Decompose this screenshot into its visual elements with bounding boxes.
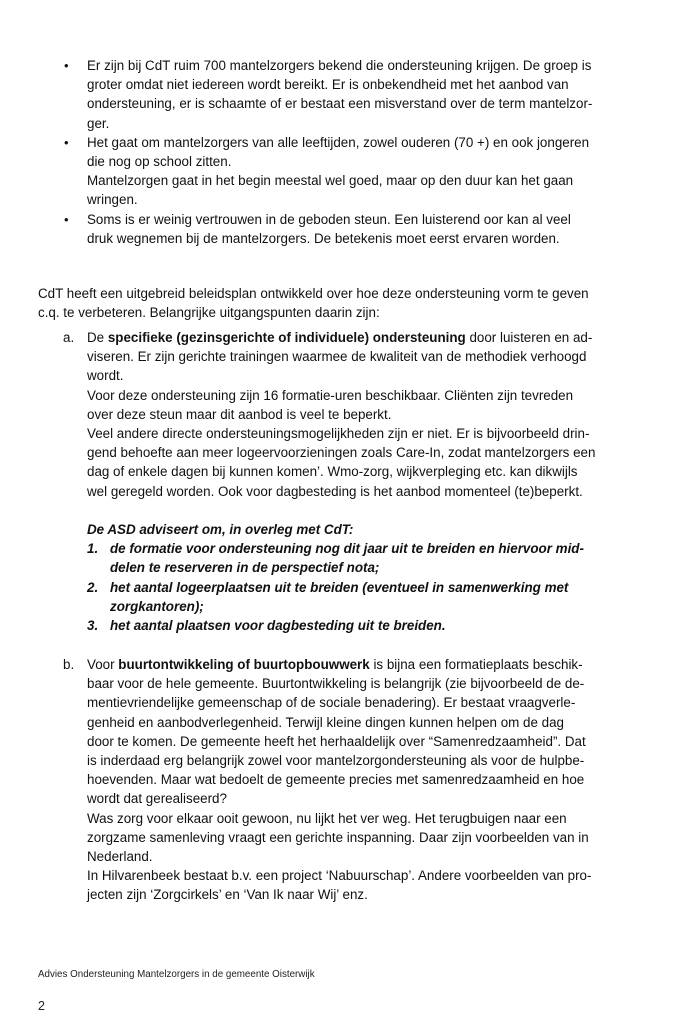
advice-number: 3. [87,618,99,634]
text-line: Was zorg voor elkaar ooit gewoon, nu lijkt het ver weg. Het terugbuigen naar een [87,810,567,826]
text-line: groter omdat niet iedereen wordt bereikt. Er is onbekendheid met het aanbod van [87,77,569,93]
list-item-b [63,655,663,905]
text-line: In Hilvarenbeek bestaat b.v. een project ‘Nabuurschap’. Andere voorbeelden van pro- [87,868,592,884]
text-line: Nederland. [87,849,153,865]
text-line: delen te reserveren in de perspectief nota; [110,560,380,576]
advice-item [87,616,657,635]
text-line: is inderdaad erg belangrijk zowel voor mantelzorgondersteuning als voor de hulpbe- [87,753,585,769]
text-line: Veel andere directe ondersteuningsmogelijkheden zijn er niet. Er is bijvoorbeeld drin- [87,426,590,442]
text-line: zorgzame samenleving vraagt een gerichte inspanning. Daar zijn voorbeelden van in [87,829,589,845]
bullet-item [63,210,663,248]
text-line [87,328,663,347]
bullet-marker: • [64,58,69,73]
text-line: jecten zijn ‘Zorgcirkels’ en ‘Van Ik naar Wij’ enz. [87,887,368,903]
text-line: wordt dat gerealiseerd? [87,791,227,807]
list-item-a [63,328,663,501]
bullet-list [63,56,663,248]
bullet-item [63,56,663,133]
text-line: CdT heeft een uitgebreid beleidsplan ontwikkeld over hoe deze ondersteuning vorm te geven [38,286,589,301]
text-line: baar voor de hele gemeente. Buurtontwikkeling is belangrijk (zie bijvoorbeeld de de- [87,676,585,692]
page-number: 2 [38,999,45,1013]
text-line: Mantelzorgen gaat in het begin meestal wel goed, maar op den duur kan het gaan [87,173,574,189]
bullet-item [63,133,663,210]
text-line: Voor deze ondersteuning zijn 16 formatie-uren beschikbaar. Cliënten zijn tevreden [87,387,574,403]
text-fragment: De [87,330,108,345]
text-fragment: Voor [87,657,119,672]
text-line: het aantal logeerplaatsen uit te breiden (eventueel in samenwerking met [110,579,569,595]
text-line: mentievriendelijke gemeenschap of de sociale benadering). Er bestaat vraagverle- [87,695,576,711]
page-footer: Advies Ondersteuning Mantelzorgers in de gemeente Oisterwijk [38,969,315,980]
text-line: ondersteuning, er is schaamte of er bestaat een misverstand over de term mantelzor- [87,96,593,112]
text-line: c.q. te verbeteren. Belangrijke uitgangspunten daarin zijn: [38,305,380,321]
advice-number: 1. [87,541,99,557]
text-line: die nog op school zitten. [87,154,232,170]
text-line: Het gaat om mantelzorgers van alle leeftijden, zowel ouderen (70 +) en ook jongeren [87,134,590,150]
advice-number: 2. [87,579,99,595]
bullet-marker: • [64,211,69,227]
bullet-marker: • [64,134,69,150]
text-line: dag of enkele dagen bij kunnen komen’. Wmo-zorg, wijkverpleging etc. kan dikwijls [87,464,578,480]
text-line: wringen. [87,192,138,208]
text-line: hoevenden. Maar wat bedoelt de gemeente precies met samenredzaamheid en hoe [87,772,585,788]
advice-item [87,539,657,577]
advice-block [87,520,657,635]
list-marker: b. [63,657,75,672]
text-line: zorgkantoren); [110,598,204,614]
text-line: door te komen. De gemeente heeft het herhaaldelijk over “Samenredzaamheid”. Dat [87,733,586,749]
text-line: viseren. Er zijn gerichte trainingen waarmee de kwaliteit van de methodiek verhoogd [87,349,587,365]
advice-heading: De ASD adviseert om, in overleg met CdT: [87,522,354,537]
text-line: Soms is er weinig vertrouwen in de geboden steun. Een luisterend oor kan al veel [87,211,571,227]
text-line: druk wegnemen bij de mantelzorgers. De betekenis moet eerst ervaren worden. [87,230,560,246]
text-line: Er zijn bij CdT ruim 700 mantelzorgers bekend die ondersteuning krijgen. De groep is [87,58,592,73]
text-line: wordt. [87,368,124,384]
text-line: de formatie voor ondersteuning nog dit jaar uit te breiden en hiervoor mid- [110,541,584,557]
text-fragment: is bijna een formatieplaats beschik- [369,657,583,672]
text-line: ger. [87,115,110,131]
list-marker: a. [63,330,75,345]
text-line: gend behoefte aan meer logeervoorzieningen zoals Care-In, zodat mantelzorgers een [87,445,596,461]
text-line: het aantal plaatsen voor dagbesteding uit te breiden. [110,618,446,634]
text-line: over deze steun maar dit aanbod is veel te beperkt. [87,406,392,422]
text-line: wel geregeld worden. Ook voor dagbesteding is het aanbod momenteel (te)beperkt. [87,483,583,499]
text-line [87,655,663,674]
bold-phrase: specifieke (gezinsgerichte of individuele) ondersteuning [107,330,466,345]
intro-paragraph [38,284,663,322]
advice-item [87,578,657,616]
text-fragment: door luisteren en ad- [465,330,593,345]
text-line: genheid en aanbodverlegenheid. Terwijl kleine dingen kunnen helpen om de dag [87,714,564,730]
bold-phrase: buurtontwikkeling of buurtopbouwwerk [118,657,370,672]
